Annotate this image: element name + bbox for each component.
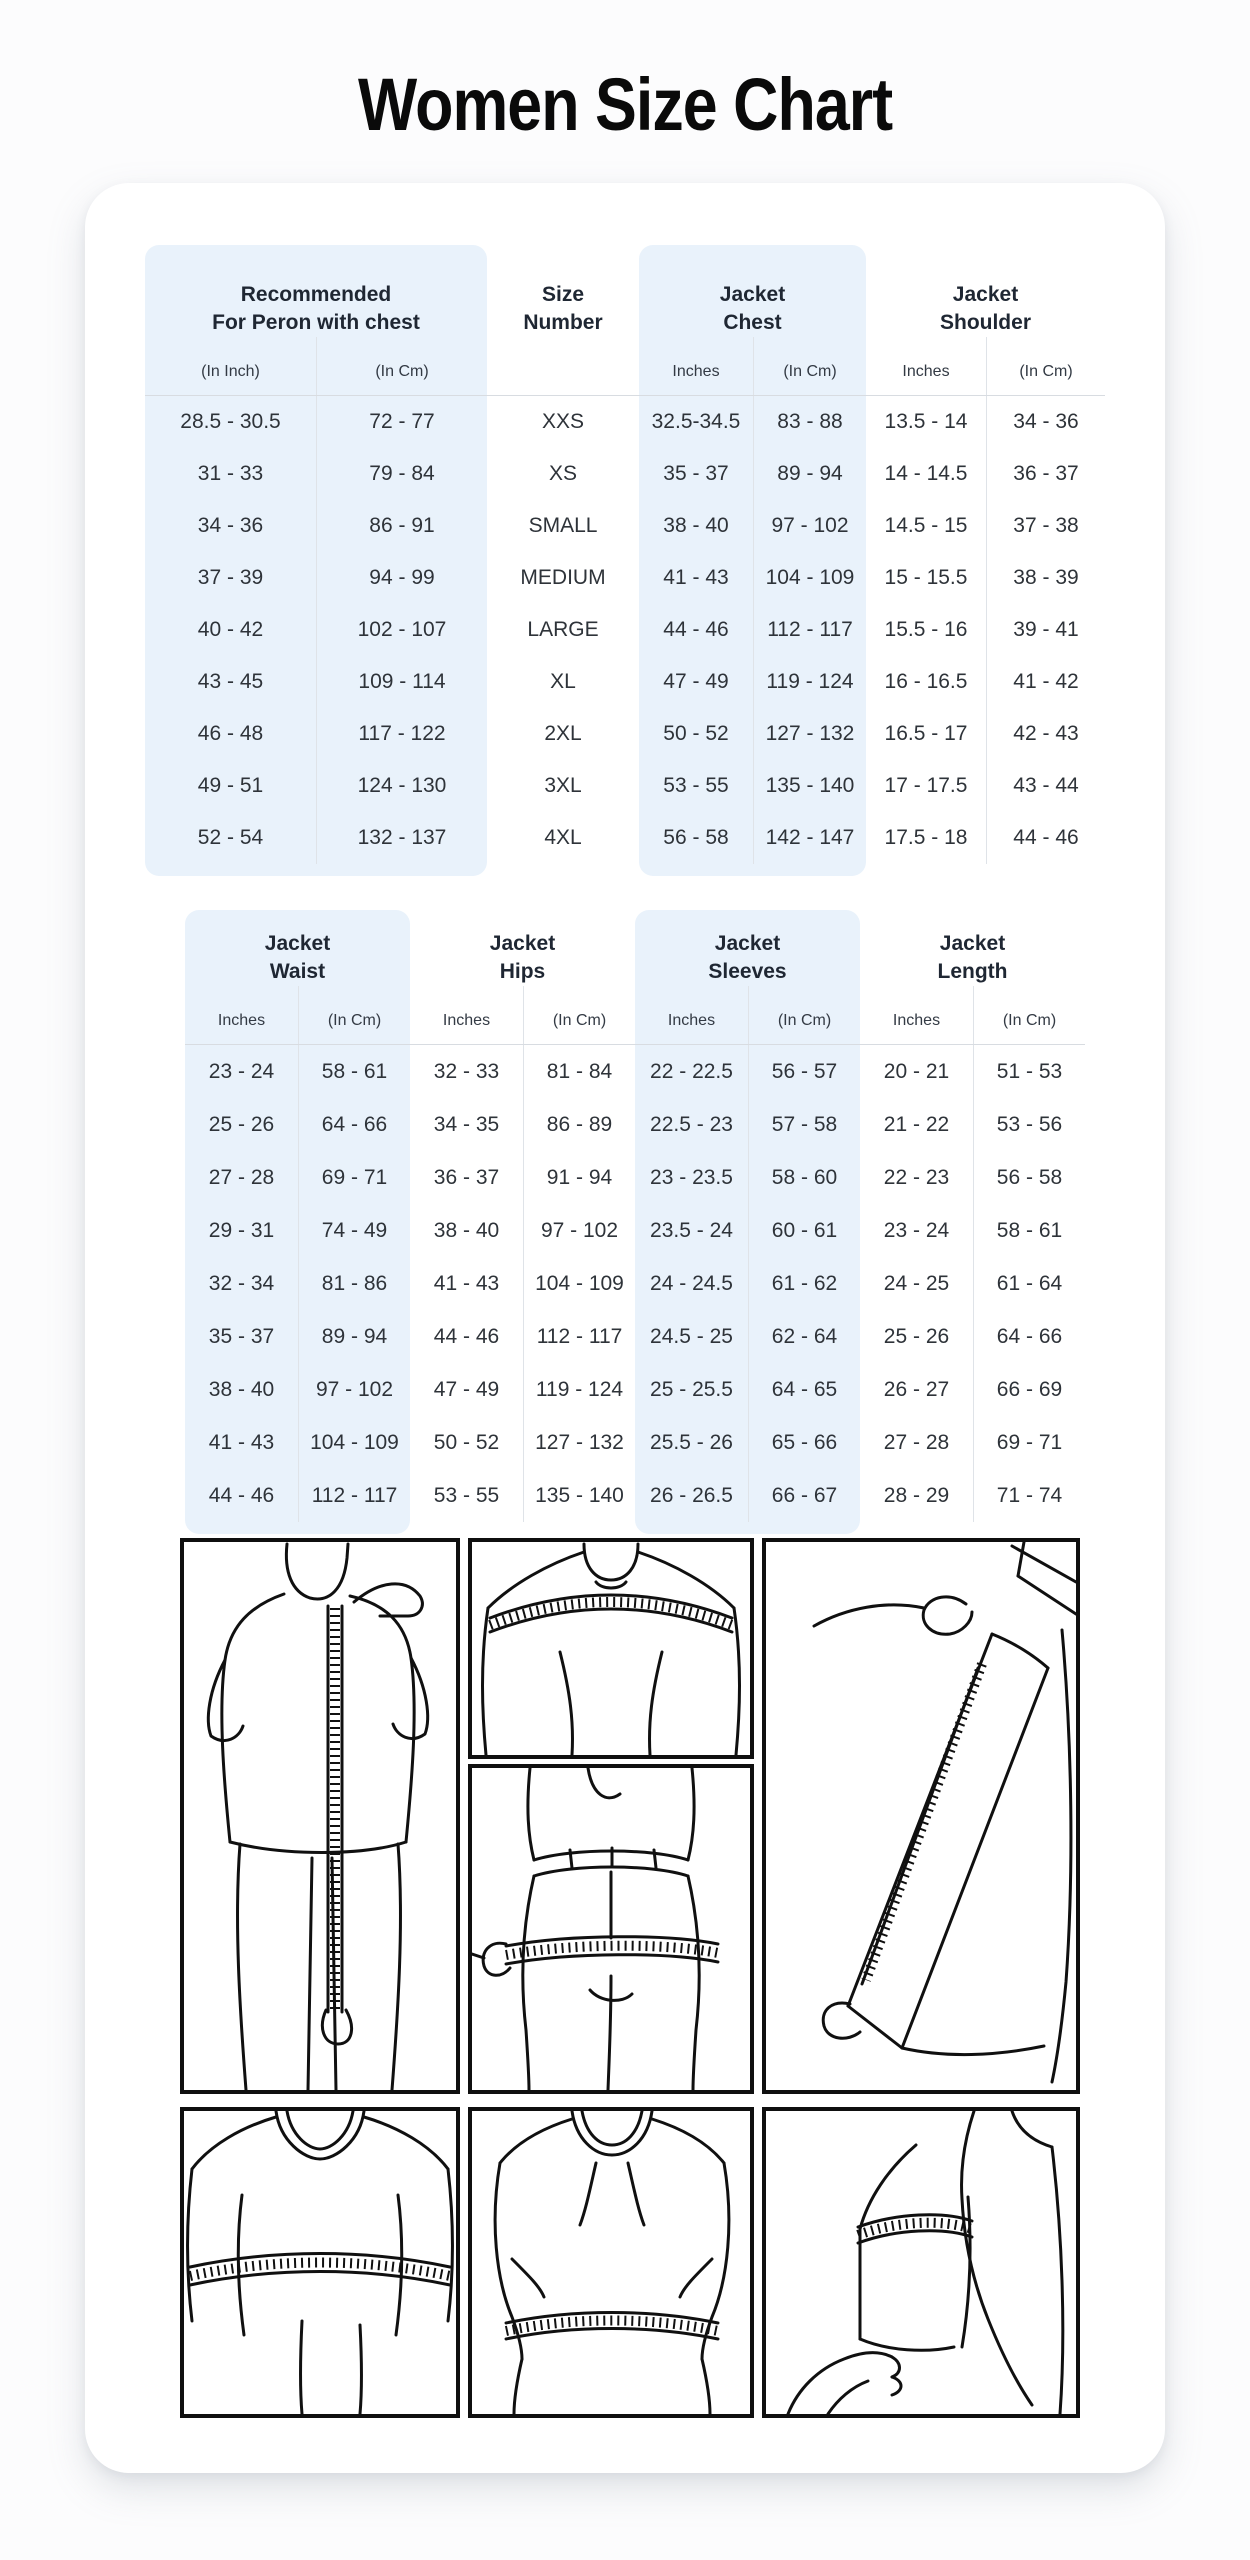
table-cell: 97 - 102 [753, 500, 866, 552]
table-cell: 38 - 39 [986, 552, 1105, 604]
unit-label: (In Cm) [748, 986, 860, 1044]
table-cell: 135 - 140 [753, 760, 866, 812]
table-cell: 34 - 36 [986, 396, 1105, 448]
table-cell: 74 - 49 [298, 1204, 410, 1257]
table-cell: 53 - 56 [973, 1098, 1085, 1151]
table-cell: 37 - 38 [986, 500, 1105, 552]
table-cell: 43 - 44 [986, 760, 1105, 812]
table-cell: 50 - 52 [663, 722, 729, 745]
table-cell: 43 - 45 [197, 670, 264, 693]
table-cell: 132 - 137 [316, 812, 487, 864]
table-cell: 53 - 55 [433, 1484, 500, 1507]
column-group-title [410, 910, 635, 986]
table-cell: 13.5 - 14 [884, 410, 968, 433]
table-cell: 17 - 17.5 [884, 774, 968, 797]
table-cell: 44 - 46 [986, 812, 1105, 864]
table-cell: 69 - 71 [298, 1151, 410, 1204]
unit-label: (In Cm) [316, 337, 487, 395]
table-cell: 79 - 84 [316, 448, 487, 500]
measure-upper-arm-illustration [762, 2107, 1080, 2418]
unit-label: Inches [667, 1012, 716, 1029]
unit-label: Inches [902, 363, 950, 380]
table-cell: 72 - 77 [316, 396, 487, 448]
measure-waist-illustration [468, 2107, 754, 2418]
column-group-title [145, 245, 487, 337]
table-cell: 25 - 26 [208, 1113, 275, 1136]
table-cell: 16.5 - 17 [884, 722, 968, 745]
table-cell: 104 - 109 [753, 552, 866, 604]
column-group-title [639, 245, 866, 337]
measure-back-length-illustration [180, 1538, 460, 2094]
table-cell: 24.5 - 25 [650, 1325, 733, 1348]
table-cell: 71 - 74 [973, 1469, 1085, 1522]
table-cell: 94 - 99 [316, 552, 487, 604]
table-cell: 23.5 - 24 [650, 1219, 733, 1242]
table-cell: 50 - 52 [433, 1431, 500, 1454]
column-group-title [860, 910, 1085, 986]
measure-sleeve-length-illustration [762, 1538, 1080, 2094]
table-cell: 17.5 - 18 [884, 826, 968, 849]
table-cell: 3XL [544, 774, 582, 797]
table-cell: LARGE [527, 618, 599, 641]
unit-label: (In Cm) [973, 986, 1085, 1044]
unit-label: Inches [672, 363, 720, 380]
size-chart-card [85, 183, 1165, 2473]
table-cell: 89 - 94 [753, 448, 866, 500]
table-cell: SMALL [528, 514, 598, 537]
table-cell: 32.5-34.5 [651, 410, 741, 433]
table-cell: 64 - 65 [748, 1363, 860, 1416]
table-cell: 22.5 - 23 [650, 1113, 733, 1136]
table-cell: 124 - 130 [316, 760, 487, 812]
table-cell: XS [548, 462, 577, 485]
table-cell: 102 - 107 [316, 604, 487, 656]
size-table-lower [185, 910, 1085, 1534]
table-cell: 47 - 49 [663, 670, 729, 693]
table-cell: 46 - 48 [197, 722, 264, 745]
table-cell: 28 - 29 [883, 1484, 950, 1507]
table-cell: 44 - 46 [663, 618, 729, 641]
group-title-line: Chest [723, 311, 782, 334]
table-cell: 41 - 42 [986, 656, 1105, 708]
table-cell: 104 - 109 [298, 1416, 410, 1469]
table-cell: 86 - 89 [523, 1098, 635, 1151]
table-cell: 56 - 57 [748, 1045, 860, 1098]
unit-label: Inches [442, 1012, 491, 1029]
table-cell: 23 - 24 [883, 1219, 950, 1242]
table-cell: 135 - 140 [523, 1469, 635, 1522]
table-cell: 20 - 21 [883, 1060, 950, 1083]
unit-label: (In Cm) [523, 986, 635, 1044]
table-cell: 38 - 40 [433, 1219, 500, 1242]
table-cell: 31 - 33 [197, 462, 264, 485]
group-title-line: Jacket [939, 932, 1006, 955]
table-cell: 22 - 23 [883, 1166, 950, 1189]
table-cell: 81 - 84 [523, 1045, 635, 1098]
measure-chest-illustration [180, 2107, 460, 2418]
group-title-line: For Peron with chest [212, 311, 420, 334]
table-cell: 26 - 27 [883, 1378, 950, 1401]
table-cell: 2XL [544, 722, 582, 745]
table-cell: 61 - 62 [748, 1257, 860, 1310]
table-cell: 89 - 94 [298, 1310, 410, 1363]
table-cell: 38 - 40 [663, 514, 729, 537]
table-cell: 14.5 - 15 [884, 514, 968, 537]
size-table-upper [145, 245, 1105, 876]
unit-label: Inches [217, 1012, 266, 1029]
table-cell: 91 - 94 [523, 1151, 635, 1204]
table-cell: 49 - 51 [197, 774, 264, 797]
table-cell: 69 - 71 [973, 1416, 1085, 1469]
table-cell: 119 - 124 [523, 1363, 635, 1416]
table-cell: 127 - 132 [753, 708, 866, 760]
table-cell: 142 - 147 [753, 812, 866, 864]
table-cell: 60 - 61 [748, 1204, 860, 1257]
table-cell: 36 - 37 [986, 448, 1105, 500]
table-cell: 34 - 35 [433, 1113, 500, 1136]
table-cell: 35 - 37 [208, 1325, 275, 1348]
unit-label: Inches [892, 1012, 941, 1029]
measure-shoulder-width-illustration [468, 1538, 754, 1759]
table-cell: 104 - 109 [523, 1257, 635, 1310]
table-cell: 24 - 25 [883, 1272, 950, 1295]
table-cell: 64 - 66 [298, 1098, 410, 1151]
table-cell: 39 - 41 [986, 604, 1105, 656]
table-cell: 32 - 34 [208, 1272, 275, 1295]
table-cell: 58 - 61 [973, 1204, 1085, 1257]
table-cell: 27 - 28 [883, 1431, 950, 1454]
group-title-line: Shoulder [939, 311, 1031, 334]
table-cell: 25 - 26 [883, 1325, 950, 1348]
table-cell: 83 - 88 [753, 396, 866, 448]
group-title-line: Recommended [240, 283, 392, 306]
table-cell: 35 - 37 [663, 462, 729, 485]
table-cell: 86 - 91 [316, 500, 487, 552]
table-cell: 51 - 53 [973, 1045, 1085, 1098]
table-cell: 56 - 58 [663, 826, 729, 849]
table-cell: 32 - 33 [433, 1060, 500, 1083]
page-title: Women Size Chart [357, 62, 893, 146]
group-title-line: Hips [499, 960, 546, 983]
table-cell: 44 - 46 [433, 1325, 500, 1348]
table-cell: 47 - 49 [433, 1378, 500, 1401]
table-cell: 15 - 15.5 [884, 566, 968, 589]
table-cell: 44 - 46 [208, 1484, 275, 1507]
table-cell: 42 - 43 [986, 708, 1105, 760]
table-cell: 65 - 66 [748, 1416, 860, 1469]
table-cell: 66 - 69 [973, 1363, 1085, 1416]
table-cell: 57 - 58 [748, 1098, 860, 1151]
unit-label: (In Inch) [201, 363, 260, 380]
unit-label [487, 337, 639, 395]
table-cell: 97 - 102 [298, 1363, 410, 1416]
table-cell: 56 - 58 [973, 1151, 1085, 1204]
table-cell: 62 - 64 [748, 1310, 860, 1363]
table-cell: 81 - 86 [298, 1257, 410, 1310]
table-cell: 66 - 67 [748, 1469, 860, 1522]
table-cell: 36 - 37 [433, 1166, 500, 1189]
table-cell: 119 - 124 [753, 656, 866, 708]
table-cell: 25 - 25.5 [650, 1378, 733, 1401]
table-cell: 4XL [544, 826, 582, 849]
table-cell: 58 - 61 [298, 1045, 410, 1098]
table-cell: 29 - 31 [208, 1219, 275, 1242]
table-cell: 52 - 54 [197, 826, 264, 849]
table-cell: 61 - 64 [973, 1257, 1085, 1310]
unit-label: (In Cm) [298, 986, 410, 1044]
table-cell: 112 - 117 [753, 604, 866, 656]
table-cell: 117 - 122 [316, 708, 487, 760]
column-group-title [866, 245, 1105, 337]
unit-label: (In Cm) [753, 337, 866, 395]
group-title-line: Waist [269, 960, 326, 983]
table-cell: 58 - 60 [748, 1151, 860, 1204]
table-cell: 97 - 102 [523, 1204, 635, 1257]
table-cell: 41 - 43 [433, 1272, 500, 1295]
table-cell: 16 - 16.5 [884, 670, 968, 693]
table-cell: 27 - 28 [208, 1166, 275, 1189]
table-cell: 23 - 23.5 [650, 1166, 733, 1189]
table-cell: 24 - 24.5 [650, 1272, 733, 1295]
table-cell: 112 - 117 [298, 1469, 410, 1522]
group-title-line: Jacket [489, 932, 556, 955]
table-cell: 127 - 132 [523, 1416, 635, 1469]
table-cell: 41 - 43 [663, 566, 729, 589]
table-cell: 38 - 40 [208, 1378, 275, 1401]
group-title-line: Jacket [264, 932, 331, 955]
table-cell: 53 - 55 [663, 774, 729, 797]
measure-hips-illustration [468, 1764, 754, 2094]
table-cell: 22 - 22.5 [650, 1060, 733, 1083]
group-title-line: Length [937, 960, 1008, 983]
table-cell: MEDIUM [520, 566, 606, 589]
group-title-line: Size [541, 283, 585, 306]
table-cell: 28.5 - 30.5 [180, 410, 281, 433]
table-cell: 26 - 26.5 [650, 1484, 733, 1507]
group-title-line: Jacket [952, 283, 1019, 306]
table-cell: 25.5 - 26 [650, 1431, 733, 1454]
group-title-line: Number [523, 311, 603, 334]
table-cell: 21 - 22 [883, 1113, 950, 1136]
group-title-line: Jacket [714, 932, 781, 955]
column-group-title [487, 245, 639, 337]
table-cell: 14 - 14.5 [884, 462, 968, 485]
column-group-title [185, 910, 410, 986]
group-title-line: Sleeves [708, 960, 787, 983]
table-cell: 15.5 - 16 [884, 618, 968, 641]
unit-label: (In Cm) [986, 337, 1105, 395]
group-title-line: Jacket [719, 283, 786, 306]
table-cell: 41 - 43 [208, 1431, 275, 1454]
table-cell: XL [550, 670, 576, 693]
table-cell: 112 - 117 [523, 1310, 635, 1363]
column-group-title [635, 910, 860, 986]
table-cell: 34 - 36 [197, 514, 264, 537]
table-cell: 109 - 114 [316, 656, 487, 708]
table-cell: 37 - 39 [197, 566, 264, 589]
table-cell: 64 - 66 [973, 1310, 1085, 1363]
table-cell: 23 - 24 [208, 1060, 275, 1083]
table-cell: XXS [541, 410, 585, 433]
table-cell: 40 - 42 [197, 618, 264, 641]
